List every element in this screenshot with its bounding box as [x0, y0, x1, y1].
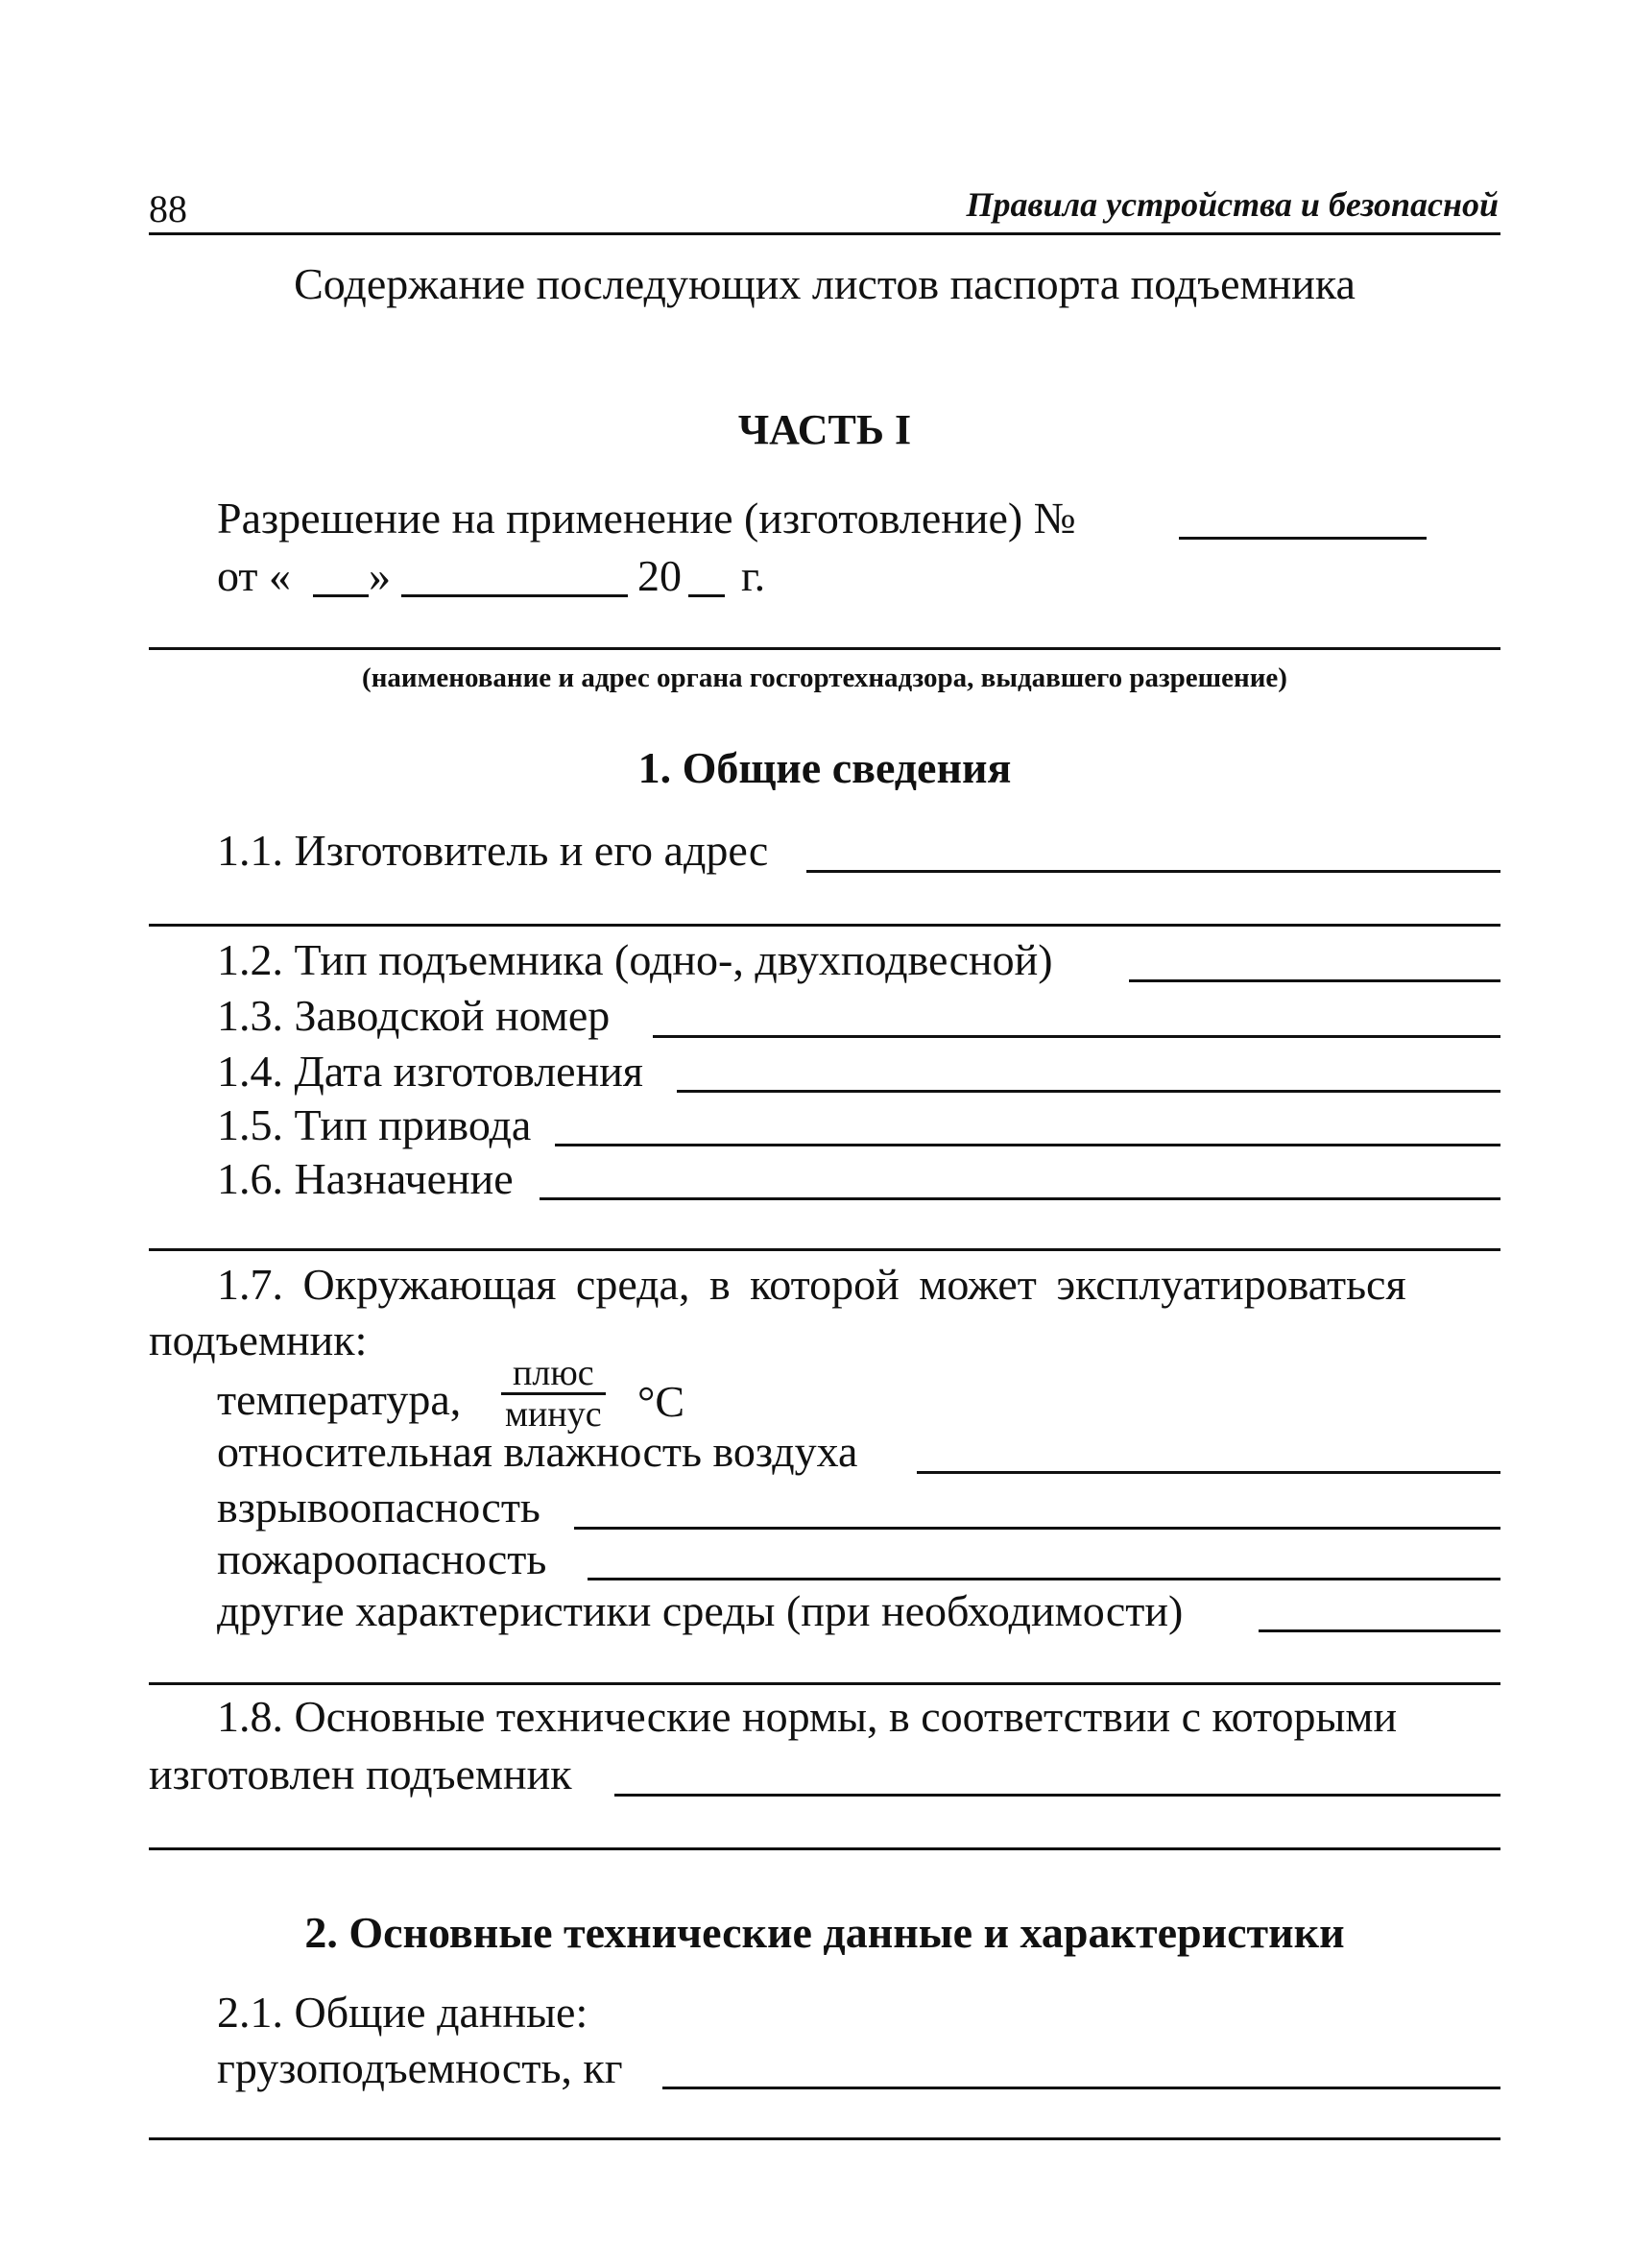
document-title: Содержание последующих листов паспорта подъемника — [294, 259, 1356, 308]
item-1-6: 1.6. Назначение — [217, 1154, 514, 1203]
section-2-heading: 2. Основные технические данные и характеристики — [304, 1908, 1345, 1957]
permit-day-blank[interactable] — [313, 594, 369, 597]
other-environment-label: другие характеристики среды (при необходимости) — [217, 1586, 1184, 1635]
capacity-label: грузоподъемность, кг — [217, 2043, 623, 2092]
item-1-8-line2: изготовлен подъемник — [149, 1749, 572, 1798]
humidity-label: относительная влажность воздуха — [217, 1427, 858, 1476]
standards-blank-2[interactable] — [149, 1847, 1500, 1850]
permit-number-blank[interactable] — [1179, 537, 1427, 540]
temperature-unit: °C — [637, 1377, 685, 1426]
fire-label: пожароопасность — [217, 1534, 547, 1583]
item-1-2: 1.2. Тип подъемника (одно-, двухподвесной) — [217, 935, 1053, 984]
item-1-1: 1.1. Изготовитель и его адрес — [217, 826, 769, 875]
item-2-1: 2.1. Общие данные: — [217, 1988, 588, 2037]
temperature-label: температура, — [217, 1375, 462, 1424]
permit-date-mid: » — [369, 551, 391, 600]
permit-date-prefix: от « — [217, 551, 291, 600]
temperature-minus: минус — [505, 1394, 602, 1435]
page-header — [149, 181, 1500, 235]
item-1-3: 1.3. Заводской номер — [217, 991, 611, 1040]
fire-blank[interactable] — [588, 1578, 1500, 1580]
item-1-8-line1: 1.8. Основные технические нормы, в соответствии с которыми — [217, 1692, 1398, 1741]
permit-line: Разрешение на применение (изготовление) № — [217, 494, 1076, 543]
section-1-heading: 1. Общие сведения — [637, 743, 1012, 792]
drive-type-blank[interactable] — [555, 1144, 1500, 1146]
item-1-4: 1.4. Дата изготовления — [217, 1047, 643, 1096]
explosion-label: взрывоопасность — [217, 1483, 540, 1532]
purpose-blank[interactable] — [540, 1197, 1500, 1200]
purpose-blank-2[interactable] — [149, 1248, 1500, 1251]
other-environment-blank[interactable] — [1259, 1629, 1500, 1632]
item-1-7-line2: подъемник: — [149, 1315, 368, 1364]
item-1-5: 1.5. Тип привода — [217, 1100, 532, 1149]
authority-caption: (наименование и адрес органа госгортехнадзора, выдавшего разрешение) — [362, 663, 1287, 693]
authority-blank[interactable] — [149, 647, 1500, 650]
page-number: 88 — [149, 187, 187, 230]
temperature-fraction — [501, 1354, 606, 1434]
serial-number-blank[interactable] — [653, 1035, 1500, 1038]
capacity-blank[interactable] — [662, 2087, 1500, 2089]
manufacture-date-blank[interactable] — [677, 1090, 1500, 1093]
capacity-blank-2[interactable] — [149, 2137, 1500, 2140]
manufacturer-blank-2[interactable] — [149, 924, 1500, 927]
part-heading: ЧАСТЬ I — [737, 406, 912, 453]
other-environment-blank-2[interactable] — [149, 1682, 1500, 1685]
running-title: Правила устройства и безопасной — [966, 185, 1499, 224]
humidity-blank[interactable] — [917, 1471, 1500, 1474]
temperature-plus: плюс — [501, 1354, 606, 1395]
permit-month-blank[interactable] — [401, 594, 628, 597]
item-1-7-line1: 1.7. Окружающая среда, в которой может эксплуатироваться — [217, 1260, 1406, 1309]
lift-type-blank[interactable] — [1129, 979, 1500, 982]
permit-year: 20 — [637, 551, 682, 600]
explosion-blank[interactable] — [574, 1527, 1500, 1530]
standards-blank[interactable] — [614, 1794, 1500, 1797]
permit-year-suffix: г. — [741, 551, 766, 600]
permit-year-blank[interactable] — [688, 594, 725, 597]
manufacturer-blank[interactable] — [806, 870, 1500, 873]
